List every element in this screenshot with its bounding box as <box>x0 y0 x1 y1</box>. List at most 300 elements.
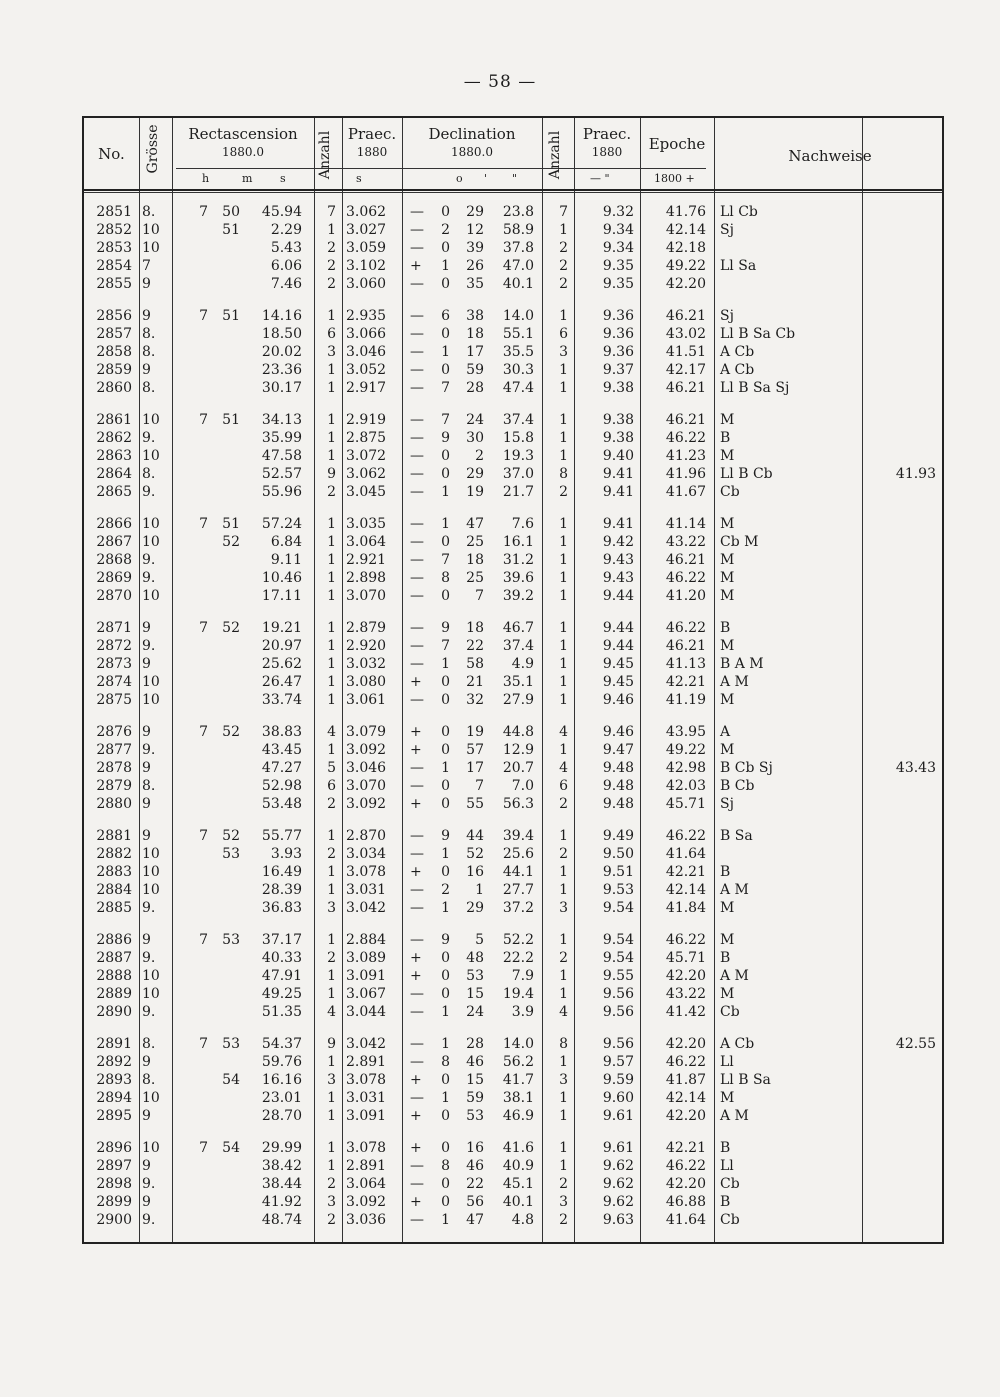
count-decl: 4 <box>559 760 568 776</box>
star-number: 2893 <box>96 1072 132 1088</box>
epoch: 49.22 <box>665 742 706 758</box>
epoch: 42.21 <box>665 674 706 690</box>
count-ra: 3 <box>327 900 336 916</box>
decl-arcmin: 52 <box>466 846 484 862</box>
precession-ra: 3.032 <box>346 656 387 672</box>
count-ra: 2 <box>327 240 336 256</box>
ra-seconds: 47.58 <box>261 448 302 464</box>
epoch: 43.95 <box>665 724 706 740</box>
decl-degrees: 0 <box>441 968 450 984</box>
decl-sign: — <box>410 1158 424 1174</box>
count-ra: 1 <box>327 864 336 880</box>
count-ra: 1 <box>327 1090 336 1106</box>
decl-degrees: 0 <box>441 986 450 1002</box>
decl-sign: + <box>410 968 422 984</box>
count-decl: 1 <box>559 742 568 758</box>
magnitude: 9. <box>142 1212 156 1228</box>
table-row <box>84 1176 946 1194</box>
header-praec-title: Praec. <box>347 125 397 143</box>
epoch: 42.20 <box>665 276 706 292</box>
magnitude: 10 <box>142 864 160 880</box>
decl-sign: — <box>410 620 424 636</box>
star-number: 2876 <box>96 724 132 740</box>
decl-degrees: 0 <box>441 466 450 482</box>
references: M <box>720 986 735 1002</box>
magnitude: 9. <box>142 484 156 500</box>
ra-seconds: 28.70 <box>261 1108 302 1124</box>
table-row <box>84 258 946 276</box>
references: Cb <box>720 1004 740 1020</box>
decl-sign: — <box>410 1054 424 1070</box>
decl-arcmin: 39 <box>466 240 484 256</box>
epoch: 41.67 <box>665 484 706 500</box>
star-number: 2895 <box>96 1108 132 1124</box>
precession-ra: 2.921 <box>346 552 387 568</box>
ra-minutes: 51 <box>222 516 240 532</box>
precession-ra: 3.064 <box>346 1176 387 1192</box>
epoch: 46.22 <box>665 1054 706 1070</box>
decl-sign: — <box>410 222 424 238</box>
precession-ra: 3.102 <box>346 258 387 274</box>
decl-arcmin: 18 <box>466 326 484 342</box>
ra-minutes: 51 <box>222 412 240 428</box>
decl-degrees: 1 <box>441 846 450 862</box>
epoch: 45.71 <box>665 796 706 812</box>
ra-minutes: 53 <box>222 1036 240 1052</box>
precession-decl: 9.44 <box>602 588 634 604</box>
count-ra: 1 <box>327 430 336 446</box>
count-decl: 1 <box>559 986 568 1002</box>
table-row <box>84 276 946 294</box>
table-row <box>84 1194 946 1212</box>
star-number: 2873 <box>96 656 132 672</box>
precession-decl: 9.50 <box>602 846 634 862</box>
count-ra: 1 <box>327 552 336 568</box>
star-number: 2863 <box>96 448 132 464</box>
table-row <box>84 932 946 950</box>
ra-seconds: 38.83 <box>261 724 302 740</box>
precession-decl: 9.34 <box>602 240 634 256</box>
count-ra: 1 <box>327 1158 336 1174</box>
references: M <box>720 516 735 532</box>
star-number: 2892 <box>96 1054 132 1070</box>
ra-seconds: 7.46 <box>270 276 302 292</box>
table-row <box>84 570 946 588</box>
precession-decl: 9.62 <box>602 1176 634 1192</box>
decl-arcmin: 55 <box>466 796 484 812</box>
count-ra: 2 <box>327 796 336 812</box>
decl-arcmin: 25 <box>466 534 484 550</box>
precession-decl: 9.44 <box>602 620 634 636</box>
table-row <box>84 380 946 398</box>
epoch: 42.14 <box>665 222 706 238</box>
count-ra: 2 <box>327 258 336 274</box>
star-number: 2878 <box>96 760 132 776</box>
ra-minutes: 52 <box>222 534 240 550</box>
decl-sign: — <box>410 692 424 708</box>
ra-minutes: 54 <box>222 1072 240 1088</box>
precession-ra: 3.066 <box>346 326 387 342</box>
ra-seconds: 16.16 <box>261 1072 302 1088</box>
ra-hours: 7 <box>199 1140 208 1156</box>
star-number: 2900 <box>96 1212 132 1228</box>
header-anzahl-decl: Anzahl <box>547 130 563 180</box>
precession-ra: 2.875 <box>346 430 387 446</box>
precession-ra: 3.072 <box>346 448 387 464</box>
star-catalog-table <box>82 116 944 1244</box>
ra-minutes: 50 <box>222 204 240 220</box>
star-number: 2867 <box>96 534 132 550</box>
decl-arcsec: 46.9 <box>502 1108 534 1124</box>
decl-arcsec: 21.7 <box>502 484 534 500</box>
table-row <box>84 724 946 742</box>
epoch: 41.87 <box>665 1072 706 1088</box>
references: A Cb <box>720 1036 755 1052</box>
decl-arcmin: 57 <box>466 742 484 758</box>
count-decl: 7 <box>559 204 568 220</box>
references: A Cb <box>720 362 755 378</box>
table-row <box>84 204 946 222</box>
precession-decl: 9.54 <box>602 950 634 966</box>
table-row <box>84 692 946 710</box>
count-ra: 1 <box>327 362 336 378</box>
decl-sign: + <box>410 796 422 812</box>
ra-seconds: 51.35 <box>261 1004 302 1020</box>
decl-arcmin: 47 <box>466 516 484 532</box>
decl-sign: — <box>410 1090 424 1106</box>
ra-seconds: 28.39 <box>261 882 302 898</box>
precession-ra: 3.062 <box>346 466 387 482</box>
decl-sign: + <box>410 950 422 966</box>
ra-seconds: 47.27 <box>261 760 302 776</box>
table-row <box>84 588 946 606</box>
precession-ra: 3.064 <box>346 534 387 550</box>
precession-decl: 9.46 <box>602 724 634 740</box>
decl-arcsec: 7.0 <box>511 778 534 794</box>
precession-decl: 9.36 <box>602 308 634 324</box>
magnitude: 9 <box>142 1158 151 1174</box>
count-ra: 9 <box>327 1036 336 1052</box>
decl-arcsec: 23.8 <box>502 204 534 220</box>
precession-decl: 9.43 <box>602 552 634 568</box>
ra-seconds: 17.11 <box>261 588 302 604</box>
precession-ra: 2.898 <box>346 570 387 586</box>
count-ra: 2 <box>327 846 336 862</box>
ra-seconds: 30.17 <box>261 380 302 396</box>
decl-degrees: 0 <box>441 534 450 550</box>
table-row <box>84 1212 946 1230</box>
precession-decl: 9.44 <box>602 638 634 654</box>
magnitude: 9 <box>142 796 151 812</box>
count-decl: 1 <box>559 638 568 654</box>
star-number: 2852 <box>96 222 132 238</box>
ra-seconds: 53.48 <box>261 796 302 812</box>
ra-minutes: 52 <box>222 620 240 636</box>
header-ra-title: Rectascension <box>188 125 298 143</box>
references: M <box>720 692 735 708</box>
magnitude: 10 <box>142 412 160 428</box>
references: B <box>720 430 731 446</box>
precession-ra: 3.042 <box>346 900 387 916</box>
epoch: 41.76 <box>665 204 706 220</box>
decl-degrees: 0 <box>441 796 450 812</box>
count-decl: 6 <box>559 778 568 794</box>
mean-epoch: 43.43 <box>895 760 936 776</box>
references: Ll Cb <box>720 204 758 220</box>
references: Ll Sa <box>720 258 757 274</box>
references: Sj <box>720 796 734 812</box>
star-number: 2864 <box>96 466 132 482</box>
decl-degrees: 0 <box>441 778 450 794</box>
references: Ll <box>720 1158 734 1174</box>
decl-arcsec: 45.1 <box>502 1176 534 1192</box>
decl-sign: + <box>410 742 422 758</box>
count-ra: 1 <box>327 828 336 844</box>
count-ra: 5 <box>327 760 336 776</box>
epoch: 46.22 <box>665 430 706 446</box>
count-ra: 1 <box>327 932 336 948</box>
precession-ra: 3.042 <box>346 1036 387 1052</box>
star-number: 2872 <box>96 638 132 654</box>
count-decl: 1 <box>559 674 568 690</box>
decl-degrees: 9 <box>441 430 450 446</box>
decl-arcsec: 41.7 <box>502 1072 534 1088</box>
decl-arcmin: 1 <box>475 882 484 898</box>
precession-decl: 9.41 <box>602 484 634 500</box>
header-praec2-year: 1880 <box>591 145 623 160</box>
decl-arcmin: 28 <box>466 1036 484 1052</box>
decl-sign: + <box>410 1194 422 1210</box>
magnitude: 9. <box>142 638 156 654</box>
magnitude: 10 <box>142 240 160 256</box>
count-ra: 6 <box>327 778 336 794</box>
decl-sign: — <box>410 986 424 1002</box>
precession-decl: 9.35 <box>602 276 634 292</box>
decl-degrees: 7 <box>441 412 450 428</box>
count-ra: 3 <box>327 344 336 360</box>
decl-arcmin: 22 <box>466 638 484 654</box>
count-ra: 1 <box>327 516 336 532</box>
ra-seconds: 19.21 <box>261 620 302 636</box>
table-row <box>84 638 946 656</box>
decl-sign: — <box>410 308 424 324</box>
magnitude: 9 <box>142 656 151 672</box>
table-row <box>84 1140 946 1158</box>
precession-decl: 9.45 <box>602 674 634 690</box>
epoch: 46.21 <box>665 638 706 654</box>
header-no: No. <box>98 145 125 163</box>
decl-arcmin: 15 <box>466 986 484 1002</box>
ra-seconds: 36.83 <box>261 900 302 916</box>
epoch: 43.22 <box>665 986 706 1002</box>
magnitude: 8. <box>142 1072 156 1088</box>
epoch: 42.21 <box>665 1140 706 1156</box>
epoch: 41.64 <box>665 846 706 862</box>
star-number: 2881 <box>96 828 132 844</box>
decl-arcsec: 55.1 <box>502 326 534 342</box>
epoch: 45.71 <box>665 950 706 966</box>
epoch: 42.20 <box>665 1108 706 1124</box>
decl-degrees: 1 <box>441 1036 450 1052</box>
table-row <box>84 466 946 484</box>
magnitude: 9 <box>142 1108 151 1124</box>
decl-arcmin: 35 <box>466 276 484 292</box>
precession-ra: 3.078 <box>346 1140 387 1156</box>
decl-arcmin: 7 <box>475 588 484 604</box>
count-decl: 3 <box>559 1194 568 1210</box>
decl-degrees: 0 <box>441 326 450 342</box>
count-ra: 1 <box>327 1108 336 1124</box>
decl-arcmin: 15 <box>466 1072 484 1088</box>
decl-arcmin: 24 <box>466 412 484 428</box>
decl-sign: — <box>410 362 424 378</box>
precession-decl: 9.38 <box>602 380 634 396</box>
epoch: 42.17 <box>665 362 706 378</box>
decl-degrees: 7 <box>441 380 450 396</box>
decl-sign: — <box>410 656 424 672</box>
precession-decl: 9.62 <box>602 1194 634 1210</box>
count-decl: 6 <box>559 326 568 342</box>
references: A <box>720 724 731 740</box>
decl-arcsec: 40.9 <box>502 1158 534 1174</box>
ra-hours: 7 <box>199 412 208 428</box>
unit-rule <box>176 168 706 169</box>
ra-seconds: 45.94 <box>261 204 302 220</box>
magnitude: 10 <box>142 1140 160 1156</box>
precession-decl: 9.57 <box>602 1054 634 1070</box>
ra-seconds: 52.57 <box>261 466 302 482</box>
decl-arcmin: 19 <box>466 724 484 740</box>
epoch: 41.20 <box>665 588 706 604</box>
table-row <box>84 674 946 692</box>
unit-epoche: 1800 + <box>654 172 695 185</box>
decl-sign: — <box>410 760 424 776</box>
precession-decl: 9.48 <box>602 796 634 812</box>
star-number: 2857 <box>96 326 132 342</box>
count-decl: 2 <box>559 276 568 292</box>
header-rule <box>84 189 942 191</box>
table-row <box>84 882 946 900</box>
decl-arcmin: 19 <box>466 484 484 500</box>
decl-sign: — <box>410 380 424 396</box>
count-decl: 1 <box>559 620 568 636</box>
precession-ra: 2.884 <box>346 932 387 948</box>
ra-hours: 7 <box>199 828 208 844</box>
ra-seconds: 38.44 <box>261 1176 302 1192</box>
decl-degrees: 1 <box>441 344 450 360</box>
decl-arcmin: 2 <box>475 448 484 464</box>
table-row <box>84 430 946 448</box>
star-number: 2889 <box>96 986 132 1002</box>
epoch: 42.14 <box>665 882 706 898</box>
star-number: 2887 <box>96 950 132 966</box>
precession-decl: 9.36 <box>602 326 634 342</box>
decl-arcsec: 37.2 <box>502 900 534 916</box>
ra-seconds: 49.25 <box>261 986 302 1002</box>
ra-seconds: 55.77 <box>261 828 302 844</box>
count-decl: 2 <box>559 240 568 256</box>
precession-ra: 3.062 <box>346 204 387 220</box>
epoch: 42.20 <box>665 1176 706 1192</box>
magnitude: 9. <box>142 900 156 916</box>
decl-arcmin: 22 <box>466 1176 484 1192</box>
decl-degrees: 0 <box>441 1072 450 1088</box>
count-ra: 1 <box>327 222 336 238</box>
decl-arcsec: 4.9 <box>511 656 534 672</box>
count-decl: 8 <box>559 1036 568 1052</box>
magnitude: 10 <box>142 222 160 238</box>
ra-minutes: 53 <box>222 932 240 948</box>
magnitude: 9 <box>142 276 151 292</box>
precession-decl: 9.41 <box>602 466 634 482</box>
epoch: 41.14 <box>665 516 706 532</box>
star-number: 2899 <box>96 1194 132 1210</box>
magnitude: 9. <box>142 1176 156 1192</box>
decl-sign: + <box>410 1140 422 1156</box>
decl-sign: — <box>410 1212 424 1228</box>
decl-degrees: 0 <box>441 1108 450 1124</box>
precession-decl: 9.32 <box>602 204 634 220</box>
decl-arcmin: 24 <box>466 1004 484 1020</box>
references: Sj <box>720 222 734 238</box>
magnitude: 8. <box>142 1036 156 1052</box>
decl-arcmin: 16 <box>466 1140 484 1156</box>
star-number: 2879 <box>96 778 132 794</box>
precession-ra: 3.067 <box>346 986 387 1002</box>
decl-degrees: 1 <box>441 1212 450 1228</box>
count-ra: 1 <box>327 638 336 654</box>
table-row <box>84 448 946 466</box>
decl-degrees: 9 <box>441 620 450 636</box>
decl-sign: — <box>410 448 424 464</box>
precession-decl: 9.34 <box>602 222 634 238</box>
count-decl: 1 <box>559 552 568 568</box>
header-decl-epoch: 1880.0 <box>451 145 493 160</box>
decl-arcmin: 18 <box>466 620 484 636</box>
decl-degrees: 1 <box>441 760 450 776</box>
header-groesse: Grösse <box>145 124 161 174</box>
epoch: 46.22 <box>665 828 706 844</box>
count-decl: 1 <box>559 968 568 984</box>
star-number: 2859 <box>96 362 132 378</box>
count-ra: 2 <box>327 484 336 500</box>
decl-arcsec: 47.4 <box>502 380 534 396</box>
precession-decl: 9.60 <box>602 1090 634 1106</box>
decl-arcsec: 40.1 <box>502 276 534 292</box>
precession-decl: 9.40 <box>602 448 634 464</box>
decl-arcmin: 58 <box>466 656 484 672</box>
references: M <box>720 742 735 758</box>
decl-arcmin: 29 <box>466 900 484 916</box>
count-ra: 1 <box>327 570 336 586</box>
precession-ra: 3.092 <box>346 742 387 758</box>
decl-arcmin: 12 <box>466 222 484 238</box>
count-decl: 1 <box>559 656 568 672</box>
precession-ra: 3.046 <box>346 344 387 360</box>
count-decl: 8 <box>559 466 568 482</box>
table-row <box>84 796 946 814</box>
epoch: 42.18 <box>665 240 706 256</box>
count-decl: 1 <box>559 882 568 898</box>
decl-arcsec: 19.4 <box>502 986 534 1002</box>
epoch: 43.22 <box>665 534 706 550</box>
star-number: 2884 <box>96 882 132 898</box>
decl-arcsec: 14.0 <box>502 308 534 324</box>
precession-decl: 9.36 <box>602 344 634 360</box>
decl-degrees: 1 <box>441 258 450 274</box>
mean-epoch: 41.93 <box>895 466 936 482</box>
references: B Cb Sj <box>720 760 773 776</box>
